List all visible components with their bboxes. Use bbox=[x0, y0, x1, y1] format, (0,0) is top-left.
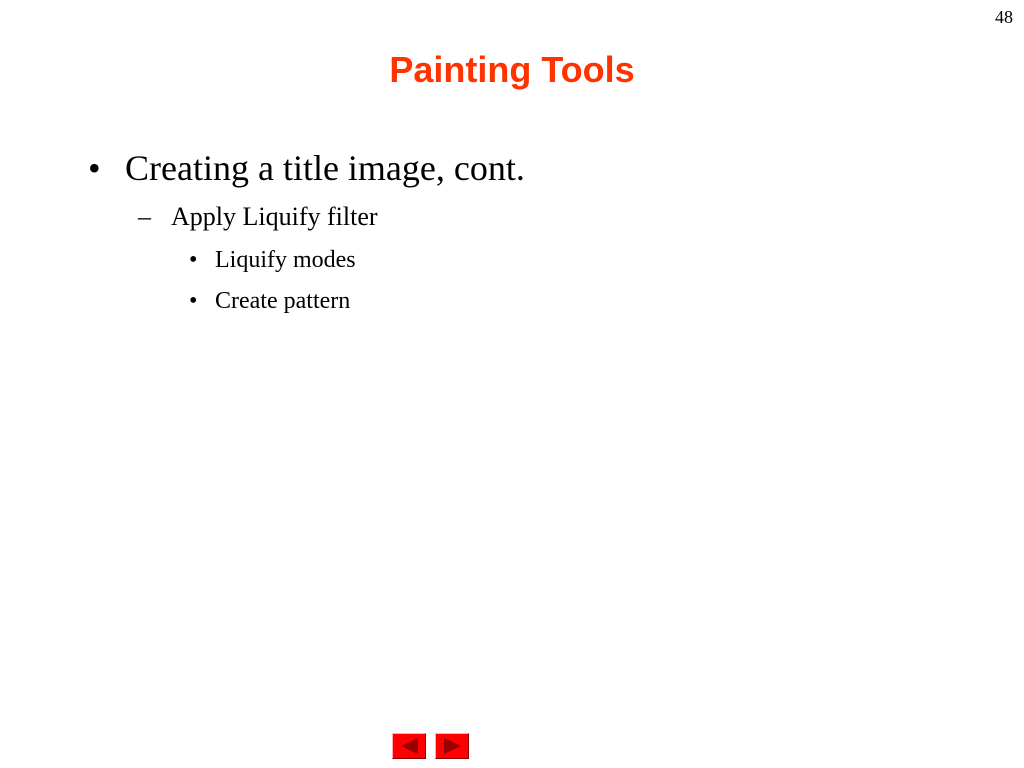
page-number: 48 bbox=[995, 7, 1013, 27]
bullet-level-2 bbox=[138, 200, 378, 234]
bullet-marker: • bbox=[88, 148, 101, 188]
bullet-text: Create pattern bbox=[215, 288, 351, 314]
bullet-text: Creating a title image, cont. bbox=[125, 148, 525, 188]
dash-marker: – bbox=[138, 202, 151, 231]
bullet-marker: • bbox=[189, 288, 198, 314]
previous-slide-button[interactable] bbox=[392, 733, 426, 759]
triangle-left-icon bbox=[393, 734, 425, 758]
bullet-level-3 bbox=[189, 286, 350, 316]
bullet-text: Apply Liquify filter bbox=[171, 202, 378, 231]
slide-title: Painting Tools bbox=[389, 49, 635, 90]
triangle-right-icon bbox=[436, 734, 468, 758]
next-slide-button[interactable] bbox=[435, 733, 469, 759]
bullet-level-1 bbox=[88, 146, 525, 190]
bullet-text: Liquify modes bbox=[215, 247, 356, 273]
bullet-marker: • bbox=[189, 247, 198, 273]
bullet-level-3 bbox=[189, 245, 356, 275]
